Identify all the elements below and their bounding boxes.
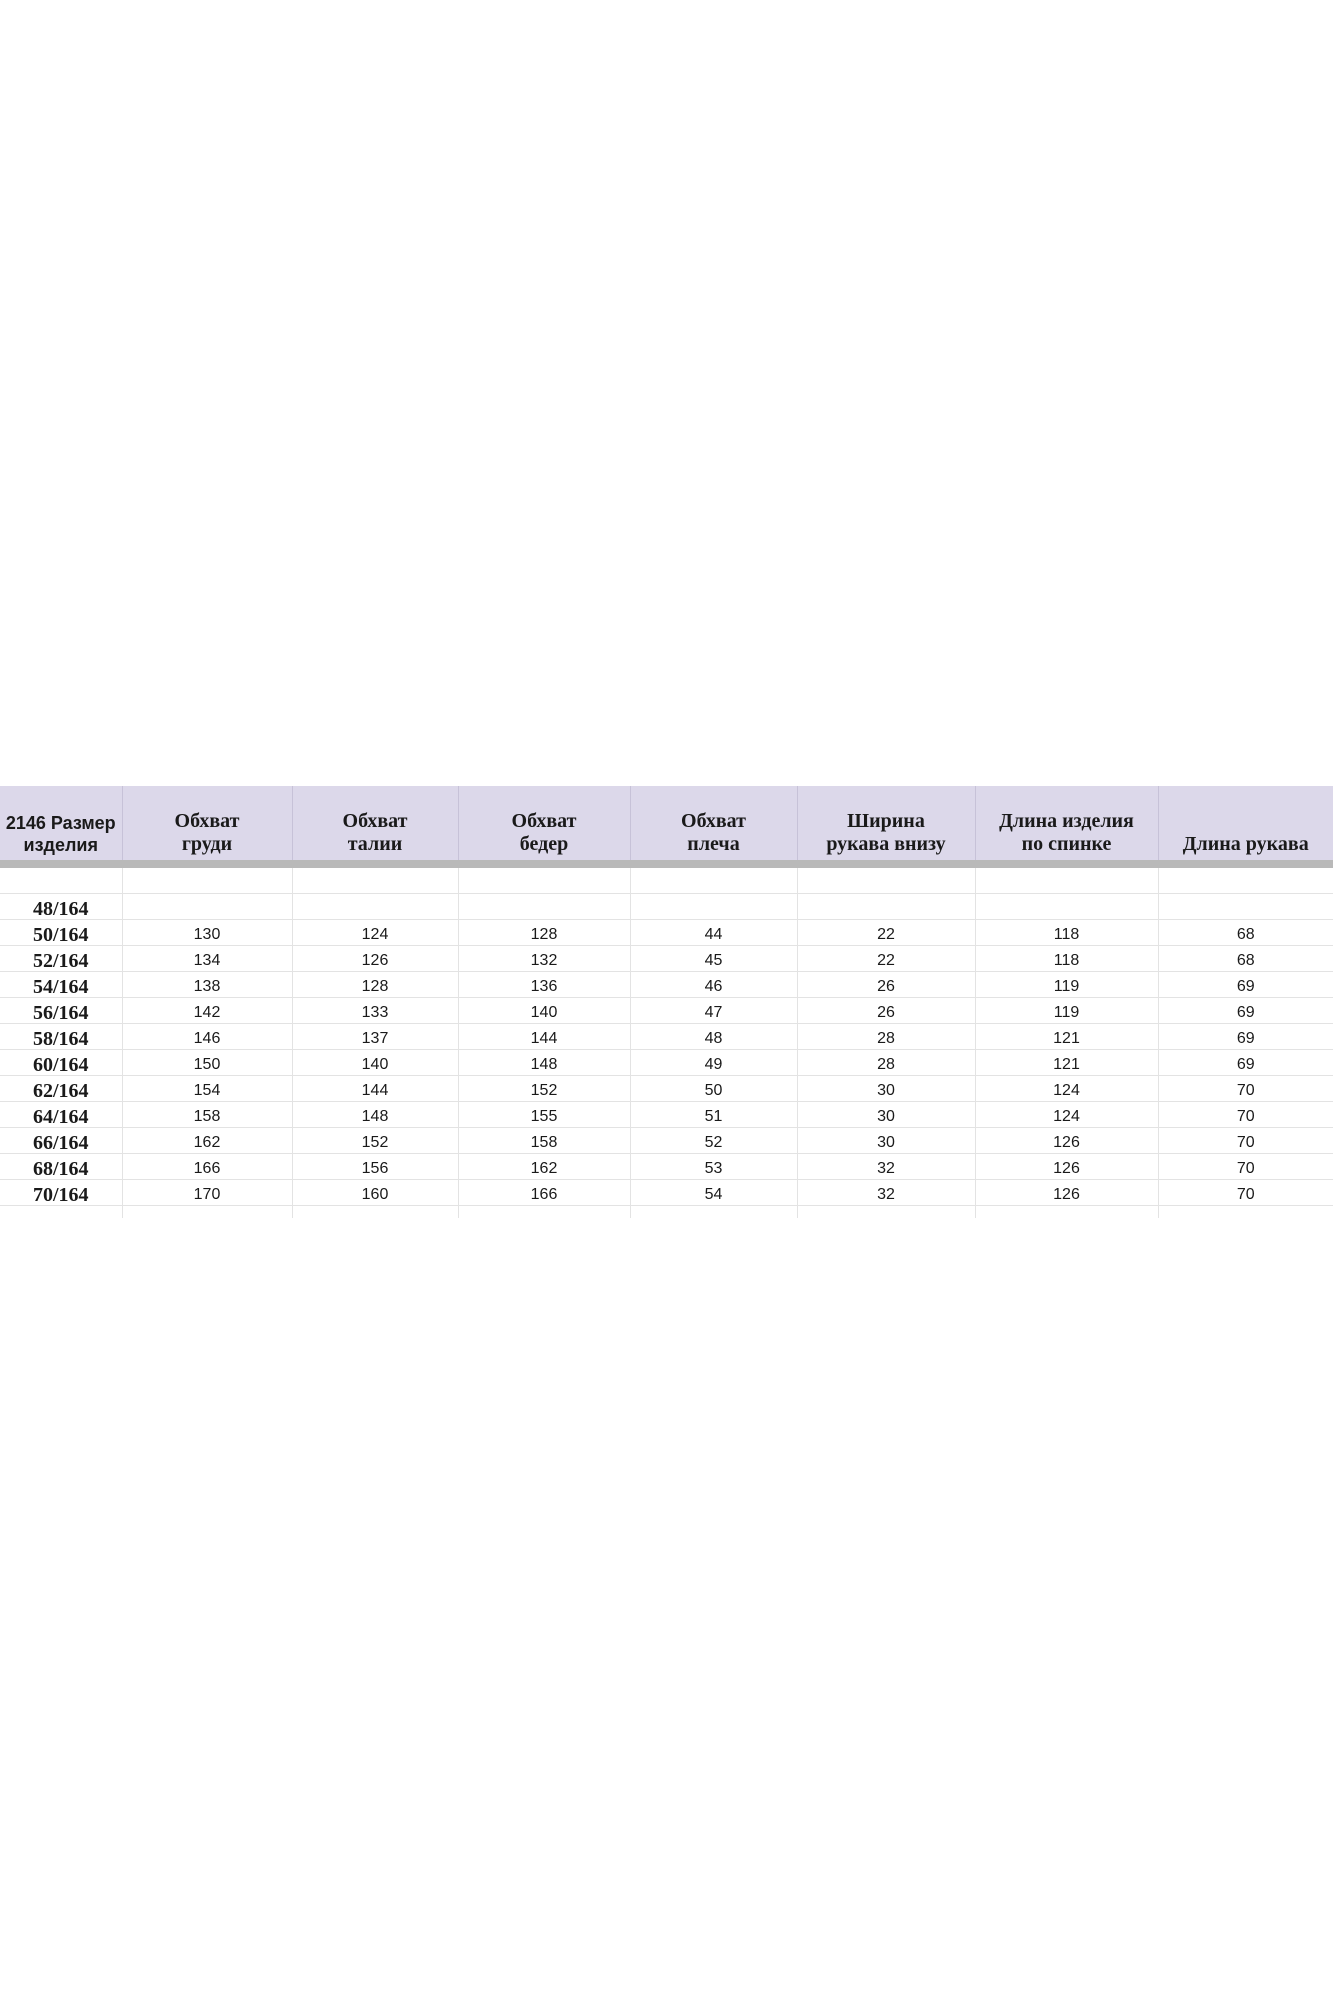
shoulder-girth-cell: 50 [630, 1076, 797, 1102]
size-chart-table [0, 786, 1333, 1218]
back-length-cell: 118 [975, 920, 1158, 946]
waist-girth-cell: 156 [292, 1154, 458, 1180]
chest-girth-cell: 134 [122, 946, 292, 972]
sleeve-length-cell: 69 [1158, 1024, 1333, 1050]
shoulder-girth-cell: 49 [630, 1050, 797, 1076]
size-header-line: изделия [23, 835, 98, 855]
sleeve-length-header [1158, 786, 1333, 864]
hip-girth-cell: 166 [458, 1180, 630, 1206]
back-length-cell: 126 [975, 1128, 1158, 1154]
back-length-cell: 119 [975, 972, 1158, 998]
size-cell: 68/164 [0, 1154, 122, 1180]
waist-girth-cell: 152 [292, 1128, 458, 1154]
sleeve-width-header-line: Ширина [847, 810, 925, 832]
table-row [0, 920, 1333, 946]
sleeve-length-header-line: Длина рукава [1182, 833, 1309, 855]
waist-girth-cell: 133 [292, 998, 458, 1024]
shoulder-girth-cell: 52 [630, 1128, 797, 1154]
waist-girth-header-line: Обхват [342, 810, 408, 832]
sleeve-length-cell: 68 [1158, 920, 1333, 946]
chest-girth-cell: 142 [122, 998, 292, 1024]
sleeve-width-cell [797, 894, 975, 920]
sleeve-width-cell: 30 [797, 1102, 975, 1128]
size-cell: 56/164 [0, 998, 122, 1024]
chest-girth-cell [122, 894, 292, 920]
size-cell: 58/164 [0, 1024, 122, 1050]
back-length-cell [975, 894, 1158, 920]
back-length-cell: 118 [975, 946, 1158, 972]
back-length-cell: 126 [975, 1154, 1158, 1180]
hip-girth-cell: 128 [458, 920, 630, 946]
chest-girth-cell: 150 [122, 1050, 292, 1076]
size-cell: 62/164 [0, 1076, 122, 1102]
sleeve-length-cell: 69 [1158, 998, 1333, 1024]
table-row [0, 946, 1333, 972]
size-cell: 70/164 [0, 1180, 122, 1206]
sleeve-length-cell: 69 [1158, 1050, 1333, 1076]
shoulder-girth-header-line: плеча [687, 833, 740, 855]
table-row [0, 998, 1333, 1024]
back-length-cell: 124 [975, 1102, 1158, 1128]
chest-girth-cell: 130 [122, 920, 292, 946]
table-row [0, 1024, 1333, 1050]
waist-girth-cell: 126 [292, 946, 458, 972]
size-header-line: 2146 Размер [5, 813, 116, 833]
sleeve-width-header [797, 786, 975, 864]
sleeve-length-cell: 70 [1158, 1154, 1333, 1180]
table-row [0, 1050, 1333, 1076]
shoulder-girth-cell: 53 [630, 1154, 797, 1180]
sleeve-width-cell: 26 [797, 972, 975, 998]
chest-girth-header-line: Обхват [174, 810, 240, 832]
back-length-cell: 126 [975, 1180, 1158, 1206]
back-length-header [975, 786, 1158, 864]
size-cell: 50/164 [0, 920, 122, 946]
chest-girth-cell: 170 [122, 1180, 292, 1206]
size-cell: 52/164 [0, 946, 122, 972]
back-length-cell: 121 [975, 1050, 1158, 1076]
sleeve-width-cell: 28 [797, 1050, 975, 1076]
size-cell: 54/164 [0, 972, 122, 998]
hip-girth-header-line: Обхват [511, 810, 577, 832]
table-row [0, 1180, 1333, 1206]
sleeve-length-cell [1158, 894, 1333, 920]
shoulder-girth-cell: 44 [630, 920, 797, 946]
size-header [0, 786, 122, 864]
waist-girth-cell [292, 894, 458, 920]
hip-girth-cell: 162 [458, 1154, 630, 1180]
hip-girth-cell: 136 [458, 972, 630, 998]
sleeve-width-cell: 22 [797, 946, 975, 972]
shoulder-girth-cell: 51 [630, 1102, 797, 1128]
shoulder-girth-cell: 45 [630, 946, 797, 972]
chest-girth-cell: 138 [122, 972, 292, 998]
table-row [0, 1076, 1333, 1102]
table-row [0, 894, 1333, 920]
sleeve-width-cell: 28 [797, 1024, 975, 1050]
sleeve-width-header-line: рукава внизу [826, 833, 946, 855]
waist-girth-cell: 144 [292, 1076, 458, 1102]
size-cell: 66/164 [0, 1128, 122, 1154]
chest-girth-header-line: груди [181, 833, 233, 855]
shoulder-girth-header-line: Обхват [681, 810, 746, 832]
waist-girth-cell: 137 [292, 1024, 458, 1050]
table-row [0, 1102, 1333, 1128]
table-row [0, 972, 1333, 998]
shoulder-girth-cell: 46 [630, 972, 797, 998]
waist-girth-cell: 160 [292, 1180, 458, 1206]
table-tail-row [0, 1206, 1333, 1219]
waist-girth-header [292, 786, 458, 864]
chest-girth-cell: 146 [122, 1024, 292, 1050]
table-row [0, 1128, 1333, 1154]
hip-girth-header [458, 786, 630, 864]
shoulder-girth-cell: 47 [630, 998, 797, 1024]
waist-girth-cell: 124 [292, 920, 458, 946]
sleeve-width-cell: 22 [797, 920, 975, 946]
hip-girth-cell: 152 [458, 1076, 630, 1102]
sleeve-length-cell: 68 [1158, 946, 1333, 972]
sleeve-length-cell: 70 [1158, 1128, 1333, 1154]
hip-girth-cell: 140 [458, 998, 630, 1024]
chest-girth-cell: 162 [122, 1128, 292, 1154]
sleeve-length-header-line [1163, 810, 1330, 833]
sleeve-width-cell: 30 [797, 1076, 975, 1102]
sleeve-length-cell: 69 [1158, 972, 1333, 998]
hip-girth-cell: 132 [458, 946, 630, 972]
chest-girth-cell: 166 [122, 1154, 292, 1180]
chest-girth-cell: 154 [122, 1076, 292, 1102]
shoulder-girth-cell [630, 894, 797, 920]
size-cell: 48/164 [0, 894, 122, 920]
sleeve-length-cell: 70 [1158, 1102, 1333, 1128]
hip-girth-cell: 155 [458, 1102, 630, 1128]
waist-girth-cell: 128 [292, 972, 458, 998]
shoulder-girth-cell: 54 [630, 1180, 797, 1206]
back-length-cell: 121 [975, 1024, 1158, 1050]
header-row [0, 786, 1333, 864]
sleeve-width-cell: 30 [797, 1128, 975, 1154]
back-length-header-line: по спинке [1021, 833, 1112, 855]
sleeve-length-cell: 70 [1158, 1180, 1333, 1206]
shoulder-girth-header [630, 786, 797, 864]
size-cell: 64/164 [0, 1102, 122, 1128]
chest-girth-cell: 158 [122, 1102, 292, 1128]
chest-girth-header [122, 786, 292, 864]
waist-girth-cell: 140 [292, 1050, 458, 1076]
sleeve-width-cell: 32 [797, 1180, 975, 1206]
sleeve-width-cell: 26 [797, 998, 975, 1024]
hip-girth-cell: 158 [458, 1128, 630, 1154]
waist-girth-header-line: талии [347, 833, 403, 855]
table-row [0, 1154, 1333, 1180]
hip-girth-cell: 144 [458, 1024, 630, 1050]
hip-girth-header-line: бедер [519, 833, 569, 855]
hip-girth-cell [458, 894, 630, 920]
back-length-cell: 119 [975, 998, 1158, 1024]
sleeve-length-cell: 70 [1158, 1076, 1333, 1102]
sleeve-width-cell: 32 [797, 1154, 975, 1180]
hip-girth-cell: 148 [458, 1050, 630, 1076]
spacer-row [0, 864, 1333, 894]
size-cell: 60/164 [0, 1050, 122, 1076]
waist-girth-cell: 148 [292, 1102, 458, 1128]
back-length-cell: 124 [975, 1076, 1158, 1102]
back-length-header-line: Длина изделия [999, 810, 1134, 832]
shoulder-girth-cell: 48 [630, 1024, 797, 1050]
table-body [0, 864, 1333, 1218]
